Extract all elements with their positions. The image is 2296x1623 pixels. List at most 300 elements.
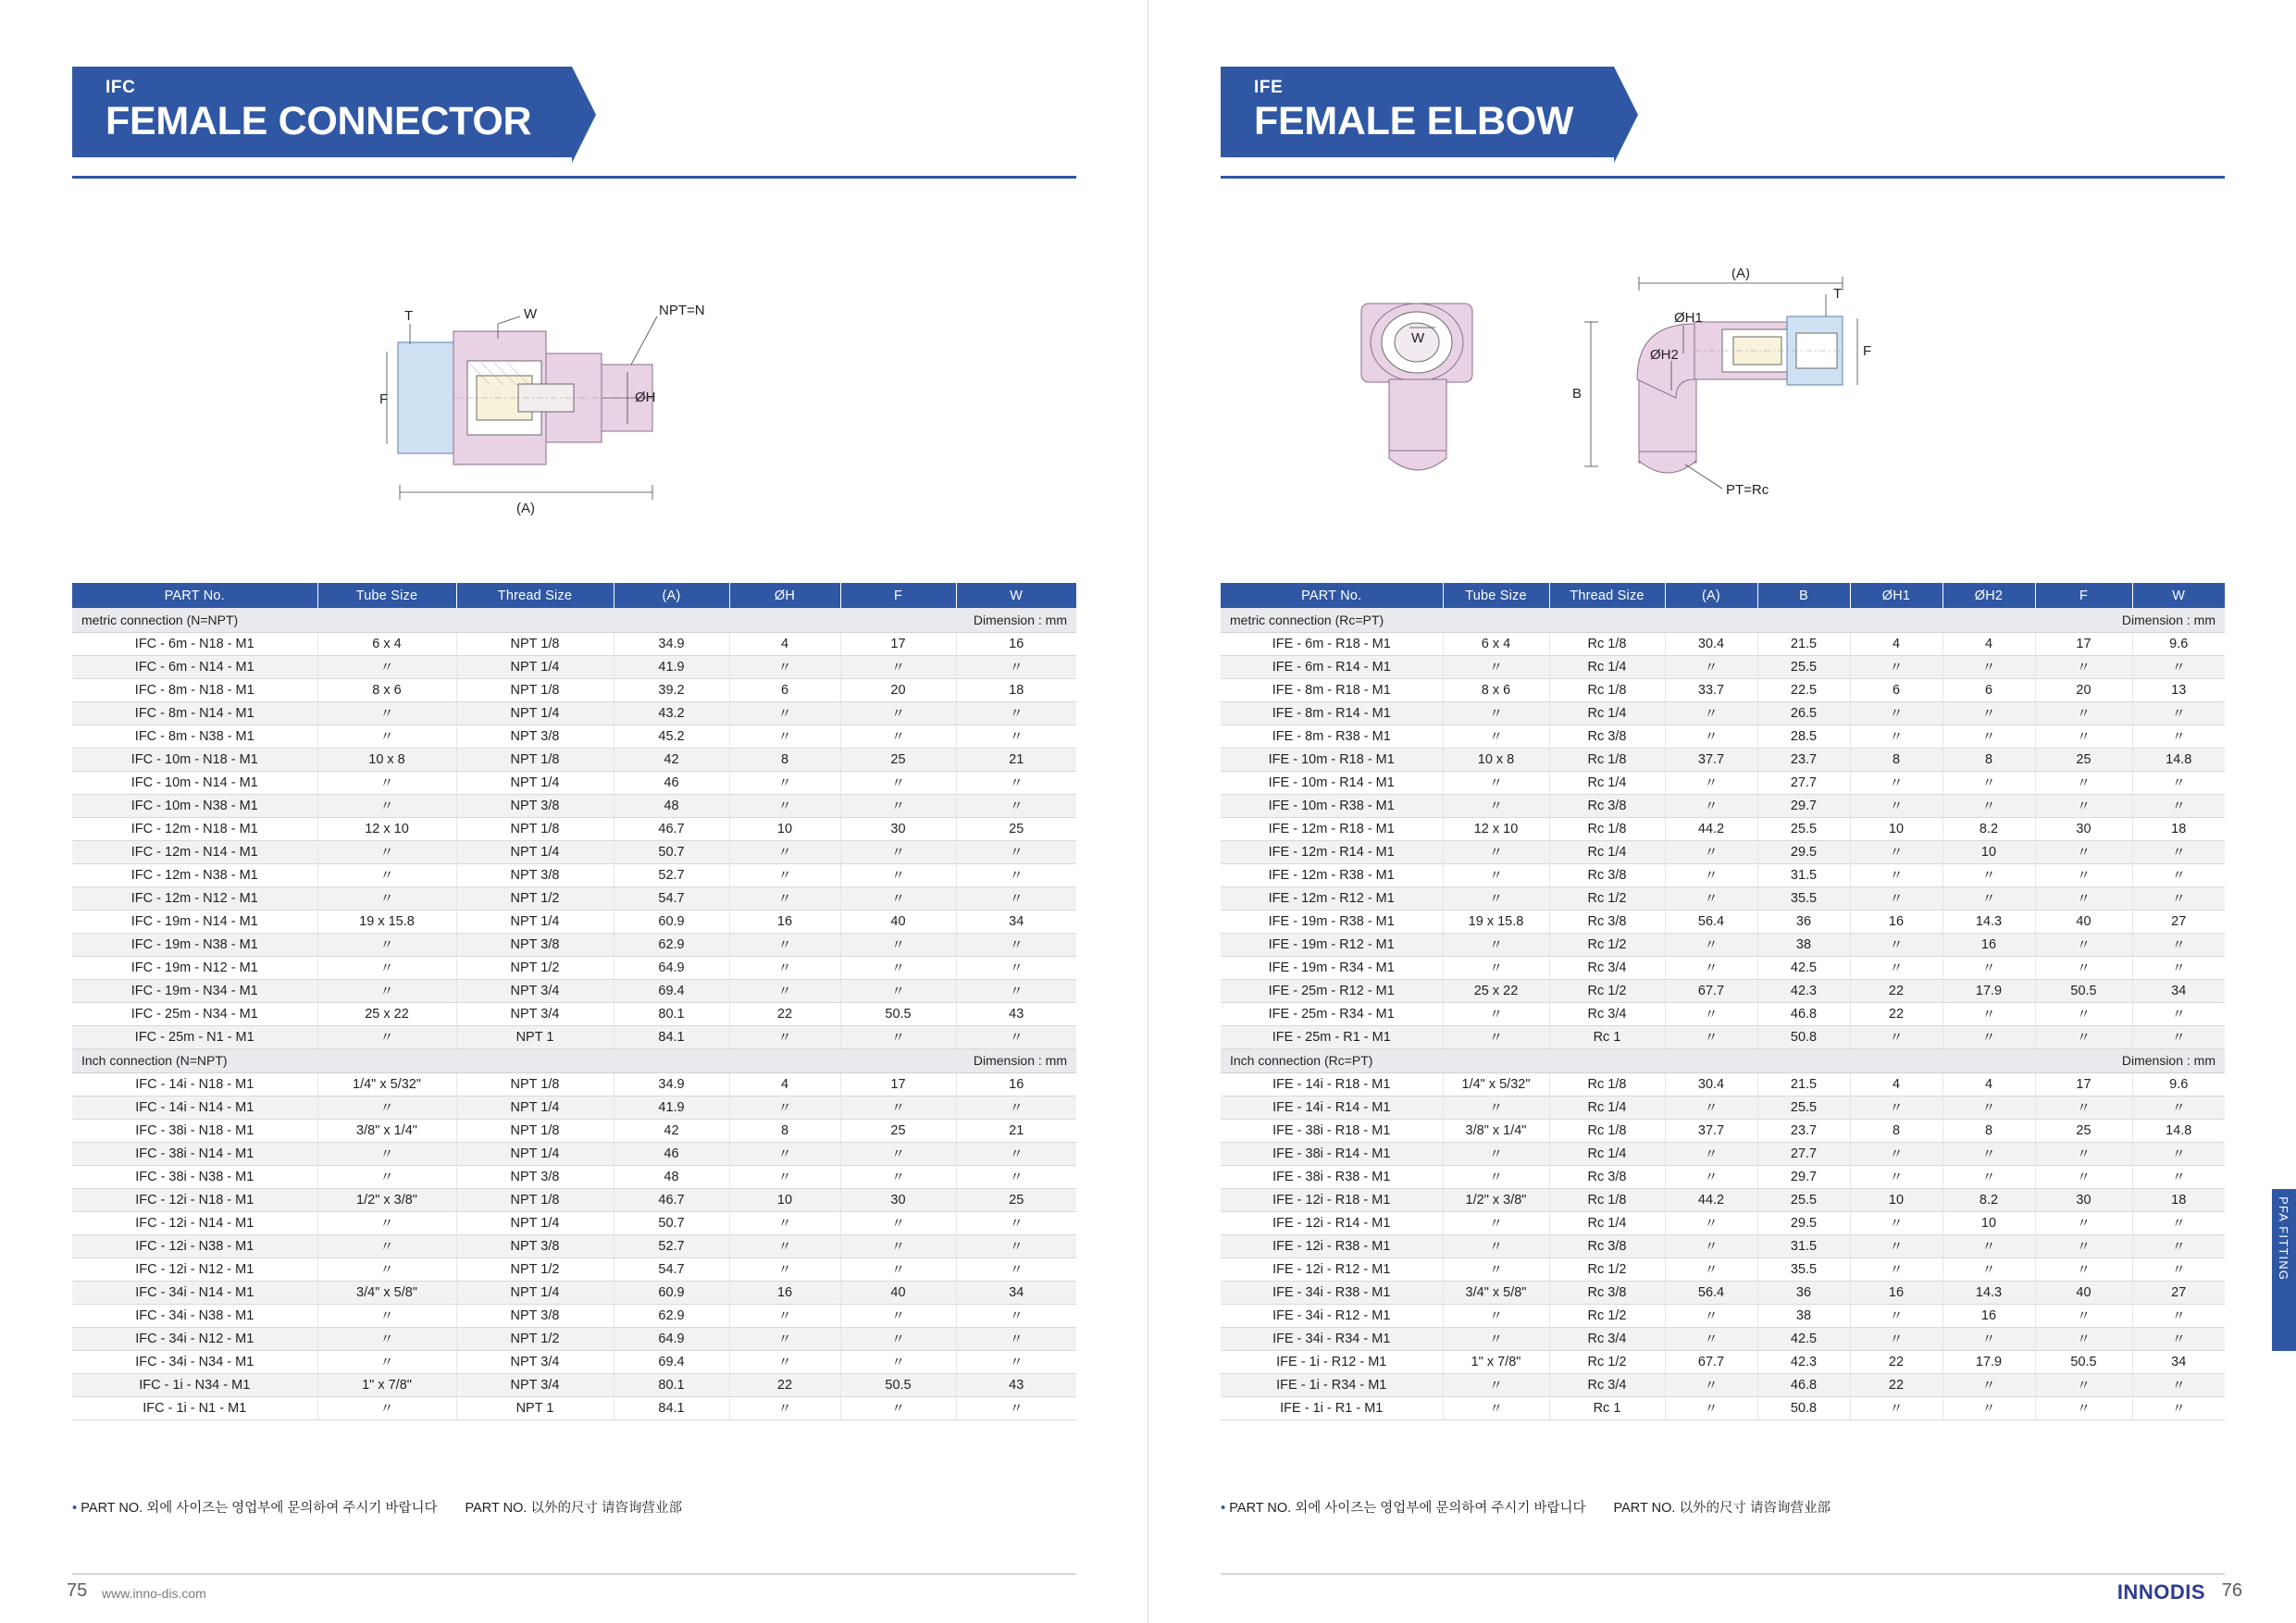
- cell-value: 〃: [729, 933, 840, 956]
- cell-value: NPT 3/4: [456, 1002, 614, 1025]
- cell-part-no: IFE - 19m - R12 - M1: [1221, 933, 1443, 956]
- cell-value: NPT 3/8: [456, 725, 614, 748]
- cell-value: 〃: [1443, 1165, 1549, 1188]
- cell-part-no: IFE - 12i - R12 - M1: [1221, 1258, 1443, 1281]
- cell-value: 28.5: [1757, 725, 1850, 748]
- cell-value: NPT 1/4: [456, 701, 614, 725]
- table-row: [1221, 1258, 2225, 1281]
- cell-value: 34: [2132, 979, 2225, 1002]
- cell-value: NPT 1/8: [456, 748, 614, 771]
- cell-value: 〃: [956, 1025, 1076, 1048]
- left-footnote-bullet: •: [72, 1500, 78, 1516]
- cell-value: 46.8: [1757, 1373, 1850, 1396]
- left-footnote-ko: PART NO. 외에 사이즈는 영업부에 문의하여 주시기 바랍니다: [81, 1501, 438, 1516]
- table-row: [1221, 1304, 2225, 1327]
- cell-value: 1/2" x 3/8": [1443, 1188, 1549, 1211]
- cell-value: 29.5: [1757, 840, 1850, 863]
- cell-part-no: IFE - 14i - R14 - M1: [1221, 1096, 1443, 1119]
- cell-value: 37.7: [1665, 748, 1757, 771]
- table-row: [1221, 956, 2225, 979]
- table-row: [1221, 1373, 2225, 1396]
- cell-part-no: IFE - 6m - R18 - M1: [1221, 632, 1443, 655]
- cell-value: 30.4: [1665, 632, 1757, 655]
- cell-value: 56.4: [1665, 910, 1757, 933]
- svg-text:ØH: ØH: [635, 390, 656, 405]
- svg-text:ØH2: ØH2: [1650, 347, 1679, 363]
- cell-part-no: IFE - 8m - R38 - M1: [1221, 725, 1443, 748]
- cell-value: 〃: [2035, 701, 2132, 725]
- cell-value: Rc 1/4: [1549, 1211, 1665, 1234]
- cell-value: Rc 1/4: [1549, 655, 1665, 678]
- table-row: [1221, 701, 2225, 725]
- left-header-rule: [72, 176, 1076, 179]
- cell-value: 17.9: [1942, 1350, 2035, 1373]
- cell-value: NPT 1/4: [456, 1281, 614, 1304]
- cell-value: 〃: [956, 933, 1076, 956]
- cell-value: 25: [956, 1188, 1076, 1211]
- cell-value: 〃: [729, 771, 840, 794]
- cell-part-no: IFE - 34i - R12 - M1: [1221, 1304, 1443, 1327]
- cell-value: Rc 3/8: [1549, 910, 1665, 933]
- cell-part-no: IFE - 12i - R18 - M1: [1221, 1188, 1443, 1211]
- cell-value: Rc 1/4: [1549, 771, 1665, 794]
- right-page-number: 76: [2221, 1580, 2242, 1601]
- cell-value: NPT 3/4: [456, 1350, 614, 1373]
- cell-value: 23.7: [1757, 748, 1850, 771]
- cell-value: 38: [1757, 1304, 1850, 1327]
- cell-value: 22: [729, 1002, 840, 1025]
- cell-value: 14.3: [1942, 1281, 2035, 1304]
- table-row: [72, 1096, 1076, 1119]
- cell-value: 25 x 22: [317, 1002, 456, 1025]
- cell-value: 〃: [1850, 1234, 1942, 1258]
- cell-value: 〃: [1850, 701, 1942, 725]
- right-footnote-ko: PART NO. 외에 사이즈는 영업부에 문의하여 주시기 바랍니다: [1229, 1501, 1586, 1516]
- cell-part-no: IFC - 6m - N18 - M1: [72, 632, 317, 655]
- cell-value: 〃: [1665, 1396, 1757, 1419]
- cell-value: 〃: [956, 863, 1076, 886]
- table-row: [72, 1258, 1076, 1281]
- cell-value: NPT 3/4: [456, 979, 614, 1002]
- cell-value: 〃: [2132, 1096, 2225, 1119]
- cell-value: 20: [840, 678, 956, 701]
- cell-value: Rc 3/8: [1549, 1234, 1665, 1258]
- cell-value: 〃: [1942, 794, 2035, 817]
- left-product-title: FEMALE CONNECTOR: [105, 98, 532, 143]
- cell-value: NPT 3/8: [456, 794, 614, 817]
- cell-part-no: IFC - 34i - N38 - M1: [72, 1304, 317, 1327]
- cell-value: 23.7: [1757, 1119, 1850, 1142]
- cell-value: 〃: [1942, 1373, 2035, 1396]
- cell-value: 〃: [2035, 1304, 2132, 1327]
- cell-value: 〃: [840, 725, 956, 748]
- table-row: [1221, 863, 2225, 886]
- cell-part-no: IFC - 8m - N18 - M1: [72, 678, 317, 701]
- cell-value: 〃: [2035, 1396, 2132, 1419]
- svg-text:W: W: [524, 306, 538, 322]
- table-row: [72, 910, 1076, 933]
- cell-value: 〃: [1665, 1258, 1757, 1281]
- cell-value: 〃: [1443, 1096, 1549, 1119]
- section-side-tab-label: PFA FITTING: [2277, 1196, 2290, 1282]
- cell-value: 27.7: [1757, 771, 1850, 794]
- cell-part-no: IFC - 12i - N18 - M1: [72, 1188, 317, 1211]
- cell-value: 8: [729, 748, 840, 771]
- cell-value: 〃: [2132, 956, 2225, 979]
- cell-value: 54.7: [614, 886, 729, 910]
- cell-value: 17.9: [1942, 979, 2035, 1002]
- cell-value: 〃: [2132, 1396, 2225, 1419]
- cell-value: 〃: [1443, 701, 1549, 725]
- cell-value: 50.8: [1757, 1396, 1850, 1419]
- cell-value: 〃: [2035, 1258, 2132, 1281]
- cell-value: 8 x 6: [317, 678, 456, 701]
- cell-value: 10 x 8: [1443, 748, 1549, 771]
- cell-value: Rc 1/8: [1549, 1119, 1665, 1142]
- left-product-diagram: [379, 296, 824, 527]
- cell-part-no: IFE - 8m - R14 - M1: [1221, 701, 1443, 725]
- cell-value: 22: [1850, 1350, 1942, 1373]
- cell-part-no: IFE - 10m - R18 - M1: [1221, 748, 1443, 771]
- cell-value: 〃: [729, 1025, 840, 1048]
- cell-value: 62.9: [614, 1304, 729, 1327]
- cell-value: 〃: [2132, 1327, 2225, 1350]
- cell-value: 6 x 4: [317, 632, 456, 655]
- cell-value: 〃: [1443, 1211, 1549, 1234]
- cell-value: 〃: [1942, 1234, 2035, 1258]
- cell-value: 45.2: [614, 725, 729, 748]
- left-section-unit: Dimension : mm: [729, 1048, 1076, 1072]
- cell-value: 69.4: [614, 1350, 729, 1373]
- cell-part-no: IFE - 1i - R12 - M1: [1221, 1350, 1443, 1373]
- cell-value: 〃: [2035, 794, 2132, 817]
- cell-value: 〃: [2035, 1025, 2132, 1048]
- cell-value: 6 x 4: [1443, 632, 1549, 655]
- left-footnote-cn: PART NO. 以外的尺寸 请咨询营业部: [465, 1501, 682, 1516]
- cell-value: 16: [1850, 1281, 1942, 1304]
- cell-value: 〃: [317, 701, 456, 725]
- cell-value: 60.9: [614, 1281, 729, 1304]
- cell-value: Rc 1/2: [1549, 1258, 1665, 1281]
- cell-part-no: IFC - 38i - N18 - M1: [72, 1119, 317, 1142]
- cell-value: 25.5: [1757, 817, 1850, 840]
- cell-value: 〃: [1443, 1304, 1549, 1327]
- cell-value: NPT 3/8: [456, 1234, 614, 1258]
- cell-value: 80.1: [614, 1373, 729, 1396]
- cell-value: 8: [729, 1119, 840, 1142]
- right-col-part-no: PART No.: [1221, 583, 1443, 608]
- table-row: [72, 1002, 1076, 1025]
- cell-value: 〃: [1850, 1096, 1942, 1119]
- cell-value: 〃: [317, 933, 456, 956]
- cell-value: 〃: [1443, 863, 1549, 886]
- cell-part-no: IFE - 12i - R38 - M1: [1221, 1234, 1443, 1258]
- cell-value: 〃: [2132, 1211, 2225, 1234]
- cell-part-no: IFE - 10m - R38 - M1: [1221, 794, 1443, 817]
- table-row: [1221, 1002, 2225, 1025]
- cell-value: 〃: [1942, 725, 2035, 748]
- cell-part-no: IFE - 38i - R14 - M1: [1221, 1142, 1443, 1165]
- cell-value: 〃: [317, 1142, 456, 1165]
- table-row: [1221, 910, 2225, 933]
- cell-value: Rc 1: [1549, 1396, 1665, 1419]
- cell-value: 〃: [840, 655, 956, 678]
- cell-value: 46: [614, 771, 729, 794]
- table-row: [72, 1327, 1076, 1350]
- table-row: [72, 632, 1076, 655]
- cell-value: NPT 1/2: [456, 1327, 614, 1350]
- cell-part-no: IFC - 34i - N14 - M1: [72, 1281, 317, 1304]
- cell-value: 〃: [956, 886, 1076, 910]
- cell-value: 〃: [956, 701, 1076, 725]
- table-row: [1221, 771, 2225, 794]
- cell-value: 〃: [956, 1327, 1076, 1350]
- cell-value: 54.7: [614, 1258, 729, 1281]
- cell-part-no: IFE - 1i - R34 - M1: [1221, 1373, 1443, 1396]
- cell-value: 〃: [1443, 1327, 1549, 1350]
- cell-value: 〃: [1942, 1096, 2035, 1119]
- cell-value: NPT 1/8: [456, 1188, 614, 1211]
- cell-value: 1/4" x 5/32": [317, 1072, 456, 1096]
- cell-value: 〃: [840, 840, 956, 863]
- cell-value: NPT 1/2: [456, 956, 614, 979]
- left-section-header: [72, 1048, 1076, 1072]
- cell-value: 〃: [1850, 956, 1942, 979]
- cell-value: 〃: [729, 979, 840, 1002]
- cell-value: NPT 1/4: [456, 1211, 614, 1234]
- cell-value: 〃: [317, 1350, 456, 1373]
- cell-value: 〃: [1850, 1165, 1942, 1188]
- cell-value: 67.7: [1665, 979, 1757, 1002]
- cell-value: 1" x 7/8": [317, 1373, 456, 1396]
- cell-value: 43.2: [614, 701, 729, 725]
- cell-value: 18: [956, 678, 1076, 701]
- cell-value: 〃: [1665, 1304, 1757, 1327]
- cell-value: 34.9: [614, 1072, 729, 1096]
- left-col-f: F: [840, 583, 956, 608]
- cell-value: 〃: [840, 1142, 956, 1165]
- cell-value: 27: [2132, 910, 2225, 933]
- cell-value: 〃: [1665, 1096, 1757, 1119]
- cell-value: 84.1: [614, 1396, 729, 1419]
- cell-value: 8: [1942, 748, 2035, 771]
- cell-value: 8: [1942, 1119, 2035, 1142]
- table-row: [1221, 1025, 2225, 1048]
- cell-value: 〃: [317, 725, 456, 748]
- cell-part-no: IFE - 10m - R14 - M1: [1221, 771, 1443, 794]
- cell-value: 41.9: [614, 1096, 729, 1119]
- cell-value: 〃: [956, 725, 1076, 748]
- cell-value: 〃: [317, 863, 456, 886]
- cell-value: 〃: [2035, 725, 2132, 748]
- left-col-part-no: PART No.: [72, 583, 317, 608]
- cell-value: NPT 1/8: [456, 1119, 614, 1142]
- cell-value: 〃: [1443, 1025, 1549, 1048]
- table-row: [72, 1281, 1076, 1304]
- cell-value: 〃: [840, 1025, 956, 1048]
- table-row: [72, 1211, 1076, 1234]
- cell-value: 〃: [840, 933, 956, 956]
- cell-value: 〃: [729, 1304, 840, 1327]
- cell-value: NPT 1/2: [456, 1258, 614, 1281]
- cell-value: 〃: [2132, 1165, 2225, 1188]
- cell-value: 34: [956, 1281, 1076, 1304]
- cell-value: 〃: [1443, 1258, 1549, 1281]
- cell-part-no: IFC - 12m - N18 - M1: [72, 817, 317, 840]
- cell-value: 4: [1942, 632, 2035, 655]
- cell-value: 50.8: [1757, 1025, 1850, 1048]
- cell-value: NPT 1/8: [456, 817, 614, 840]
- table-row: [1221, 1211, 2225, 1234]
- cell-value: 〃: [729, 886, 840, 910]
- cell-value: 10: [729, 817, 840, 840]
- cell-value: 〃: [1665, 655, 1757, 678]
- cell-value: 〃: [840, 1211, 956, 1234]
- cell-value: 〃: [840, 1350, 956, 1373]
- cell-value: Rc 1/8: [1549, 632, 1665, 655]
- table-row: [72, 817, 1076, 840]
- table-row: [1221, 655, 2225, 678]
- left-section-header: [72, 608, 1076, 632]
- cell-value: 〃: [2035, 771, 2132, 794]
- cell-value: 〃: [1665, 886, 1757, 910]
- cell-part-no: IFC - 8m - N14 - M1: [72, 701, 317, 725]
- cell-value: 4: [1942, 1072, 2035, 1096]
- cell-value: 〃: [729, 1258, 840, 1281]
- cell-value: 〃: [1942, 655, 2035, 678]
- cell-value: 〃: [1942, 701, 2035, 725]
- cell-part-no: IFC - 12m - N38 - M1: [72, 863, 317, 886]
- right-col-f: F: [2035, 583, 2132, 608]
- table-row: [72, 956, 1076, 979]
- cell-value: 〃: [956, 1258, 1076, 1281]
- cell-value: 〃: [1665, 794, 1757, 817]
- cell-value: 〃: [2132, 1258, 2225, 1281]
- cell-value: 40: [2035, 1281, 2132, 1304]
- cell-value: 〃: [317, 771, 456, 794]
- right-col-a: (A): [1665, 583, 1757, 608]
- right-header-bar: [1221, 67, 1614, 157]
- cell-value: 〃: [1942, 886, 2035, 910]
- right-page-header: [1221, 67, 1614, 157]
- table-row: [1221, 933, 2225, 956]
- cell-value: 21.5: [1757, 632, 1850, 655]
- cell-part-no: IFE - 34i - R38 - M1: [1221, 1281, 1443, 1304]
- cell-part-no: IFC - 19m - N12 - M1: [72, 956, 317, 979]
- cell-value: 44.2: [1665, 817, 1757, 840]
- right-product-diagram: [1334, 268, 2055, 537]
- cell-value: 30: [2035, 1188, 2132, 1211]
- cell-value: 〃: [956, 771, 1076, 794]
- table-row: [1221, 840, 2225, 863]
- table-row: [1221, 1142, 2225, 1165]
- table-row: [72, 1165, 1076, 1188]
- cell-part-no: IFE - 6m - R14 - M1: [1221, 655, 1443, 678]
- table-row: [1221, 886, 2225, 910]
- cell-value: 40: [840, 910, 956, 933]
- cell-part-no: IFC - 34i - N12 - M1: [72, 1327, 317, 1350]
- cell-value: 34: [2132, 1350, 2225, 1373]
- cell-part-no: IFC - 12i - N14 - M1: [72, 1211, 317, 1234]
- cell-value: 50.5: [840, 1373, 956, 1396]
- cell-value: 〃: [2035, 1234, 2132, 1258]
- cell-value: 〃: [729, 1096, 840, 1119]
- cell-value: 16: [1942, 1304, 2035, 1327]
- cell-value: 1" x 7/8": [1443, 1350, 1549, 1373]
- cell-value: 〃: [317, 979, 456, 1002]
- cell-value: 〃: [317, 1096, 456, 1119]
- table-row: [72, 725, 1076, 748]
- left-section-label: Inch connection (N=NPT): [72, 1048, 729, 1072]
- cell-value: 1/4" x 5/32": [1443, 1072, 1549, 1096]
- cell-value: 16: [956, 632, 1076, 655]
- cell-value: 50.7: [614, 1211, 729, 1234]
- cell-value: 62.9: [614, 933, 729, 956]
- cell-value: 29.7: [1757, 794, 1850, 817]
- table-row: [1221, 1281, 2225, 1304]
- cell-value: 〃: [729, 1234, 840, 1258]
- table-row: [1221, 817, 2225, 840]
- cell-part-no: IFC - 10m - N18 - M1: [72, 748, 317, 771]
- table-row: [72, 1234, 1076, 1258]
- cell-value: 27.7: [1757, 1142, 1850, 1165]
- cell-value: 〃: [317, 1165, 456, 1188]
- cell-value: 〃: [729, 794, 840, 817]
- cell-value: 〃: [2035, 840, 2132, 863]
- cell-value: 25 x 22: [1443, 979, 1549, 1002]
- right-section-header: [1221, 608, 2225, 632]
- cell-value: 29.5: [1757, 1211, 1850, 1234]
- cell-value: 25: [840, 748, 956, 771]
- cell-value: 〃: [1942, 1002, 2035, 1025]
- cell-value: NPT 1/4: [456, 1096, 614, 1119]
- cell-value: 〃: [956, 1350, 1076, 1373]
- table-row: [72, 1072, 1076, 1096]
- cell-value: 〃: [1942, 1327, 2035, 1350]
- cell-value: Rc 1/4: [1549, 1096, 1665, 1119]
- cell-value: 21: [956, 1119, 1076, 1142]
- cell-value: 31.5: [1757, 1234, 1850, 1258]
- cell-value: 〃: [1443, 1002, 1549, 1025]
- table-row: [1221, 748, 2225, 771]
- cell-value: 10: [1942, 840, 2035, 863]
- cell-part-no: IFC - 14i - N18 - M1: [72, 1072, 317, 1096]
- table-row: [1221, 979, 2225, 1002]
- cell-value: 〃: [2035, 655, 2132, 678]
- cell-value: 〃: [1665, 1373, 1757, 1396]
- cell-value: 4: [729, 632, 840, 655]
- cell-value: 〃: [2132, 1002, 2225, 1025]
- cell-part-no: IFC - 19m - N14 - M1: [72, 910, 317, 933]
- left-product-code: IFC: [105, 78, 136, 97]
- cell-value: 〃: [1850, 725, 1942, 748]
- cell-value: 〃: [2035, 1096, 2132, 1119]
- cell-value: Rc 1/4: [1549, 701, 1665, 725]
- right-col-b: B: [1757, 583, 1850, 608]
- cell-value: 46.7: [614, 817, 729, 840]
- cell-value: 〃: [1665, 933, 1757, 956]
- cell-value: 52.7: [614, 1234, 729, 1258]
- cell-value: 38: [1757, 933, 1850, 956]
- cell-value: 〃: [729, 1211, 840, 1234]
- cell-part-no: IFE - 14i - R18 - M1: [1221, 1072, 1443, 1096]
- cell-value: 21.5: [1757, 1072, 1850, 1096]
- cell-value: 〃: [729, 1350, 840, 1373]
- right-footer-rule: [1221, 1573, 2225, 1575]
- table-row: [1221, 678, 2225, 701]
- left-col-thread-size: Thread Size: [456, 583, 614, 608]
- svg-text:F: F: [379, 391, 389, 407]
